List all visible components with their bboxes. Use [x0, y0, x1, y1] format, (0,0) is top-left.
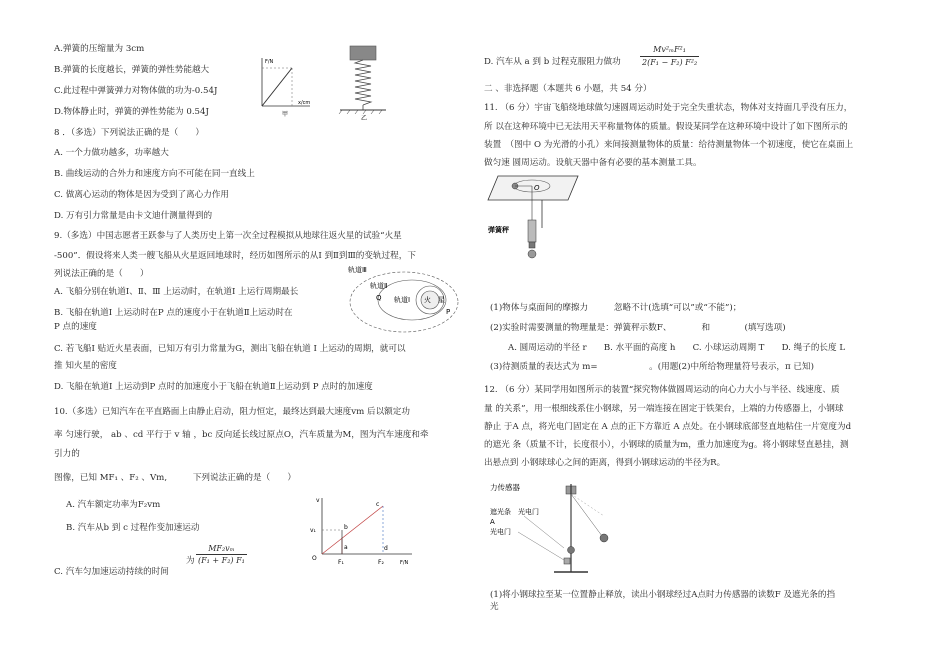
q10-graph-c: c: [376, 501, 380, 508]
q12-fig-a: A: [490, 518, 495, 526]
q11-apparatus-figure: [484, 170, 584, 270]
q10-graph-f1: F₁: [338, 559, 344, 566]
q10-graph-axis: F/N: [400, 560, 409, 566]
q12-fig-gate: 光电门: [518, 508, 539, 516]
q10-graph-vlabel: v: [316, 497, 320, 504]
q12-fig-strip: 遮光条: [490, 508, 511, 516]
q8-option-c: C. 做离心运动的物体是因为受到了离心力作用: [54, 190, 230, 200]
q9-stem-line3: 列说法正确的是（ ）: [54, 269, 149, 279]
q7-spring-figure: [336, 44, 390, 120]
q12-stem-line3: 静止 于A 点，将光电门固定在 A 点的正下方靠近 A 点处。在小钢球底部竖直地粘住一片宽度为d: [484, 422, 852, 432]
q7-option-d: D.物体静止时，弹簧的弹性势能为 0.54J: [54, 107, 209, 117]
q7-option-a: A.弹簧的压缩量为 3cm: [54, 44, 145, 54]
q10-c-fraction: [196, 543, 247, 566]
q9-option-d: D. 飞船在轨道Ⅰ 上运动到P 点时的加速度小于飞船在轨道Ⅱ上运动到 P 点时的加速度: [54, 382, 373, 392]
q10-stem-line1: 10.（多选）已知汽车在平直路面上由静止启动，阻力恒定，最终达到最大速度vm 后以额定功: [54, 407, 410, 417]
q9-option-c-line1: C. 若飞船Ⅰ 贴近火星表面，已知万有引力常量为G，测出飞船在轨道 Ⅰ 上运动的周期，就可以: [54, 344, 406, 354]
q12-stem-line1: 12. （6 分）某同学用如图所示的装置“探究物体做圆周运动的向心力大小与半径、线速度、质: [484, 385, 840, 395]
q9-option-a: A. 飞船分别在轨道Ⅰ、Ⅱ、Ⅲ 上运动时，在轨道Ⅰ 上运行周期最长: [54, 287, 299, 297]
q8-stem: 8 ．（多选）下列说法正确的是（ ）: [54, 128, 204, 138]
q12-stem-line4: 的遮光 条（质量不计，长度很小），小钢球的质量为m，重力加速度为g。将小钢球竖直悬挂，测: [484, 440, 849, 450]
q10-graph-b: b: [344, 524, 348, 531]
q10-stem-line2: 率 匀速行驶， ab 、cd 平行于 v 轴 ，bc 反向延长线过原点O，汽车质量为M，图为汽车速度和牵: [54, 430, 429, 440]
q9-fig-orbit2: 轨道Ⅱ: [370, 282, 388, 290]
q12-fig-sensor: 力传感器: [490, 483, 520, 492]
q11-sub1: (1)物体与桌面间的摩擦力 忽略不计(选填“可以”或“不能”)；: [490, 303, 742, 313]
q11-sub2-options: A. 圆周运动的半径 r B. 水平面的高度 h C. 小球运动周期 T D. 绳子的长度 L: [508, 343, 846, 353]
q12-stem-line2: 量 的关系”，用一根细线系住小钢球，另一端连接在固定于铁架台，上端的力传感器上，小钢球: [484, 404, 844, 414]
q9-option-b-line1: B. 飞船在轨道Ⅰ 上运动时在P 点的速度小于在轨道Ⅱ上运动时在: [54, 308, 293, 318]
q12-sub1-line1: (1)将小钢球拉至某一位置静止释放，读出小钢球经过A点时力传感器的读数F 及遮光条的挡: [490, 590, 836, 600]
q10-option-b: B. 汽车从b 到 c 过程作变加速运动: [66, 523, 200, 533]
q9-orbit-figure: [346, 262, 466, 338]
q10-option-a: A. 汽车额定功率为F₂vm: [66, 500, 161, 510]
q10-c-frac-prefix: 为: [186, 556, 195, 566]
q7-graph-caption: 甲: [282, 111, 289, 118]
q8-option-a: A. 一个力做功越多，功率越大: [54, 148, 169, 158]
q10-c-frac-den: (F₁ + F₂) F₁: [198, 556, 245, 565]
section-2-heading: 二 、非选择题（本题共 6 小题，共 54 分）: [484, 84, 652, 94]
q9-fig-p: P: [446, 308, 451, 316]
q12-stem-line5: 出悬点到 小钢球球心之间的距离，得到小钢球运动的半径为R。: [484, 458, 726, 468]
q9-option-c-line2: 推 知火星的密度: [54, 361, 117, 371]
q10-graph-v1: v₁: [310, 527, 316, 534]
q10-option-d: D. 汽车从 a 到 b 过程克服阻力做功: [484, 57, 621, 67]
q11-stem-line3: 装置 （图中 O 为光滑的小孔）来间接测量物体的质量：给待测量物体一个初速度，使它在桌面上: [484, 140, 854, 150]
q10-d-frac-num: Mv²ₘF²₁: [640, 44, 699, 57]
q9-fig-orbit3: 轨道Ⅲ: [348, 266, 367, 274]
q9-stem-line2: -500”．假设将来人类一艘飞船从火星返回地球时，经历如图所示的从Ⅰ 到Ⅱ到Ⅲ的变轨过程，下: [54, 251, 416, 261]
q8-option-b: B. 曲线运动的合外力和速度方向不可能在同一直线上: [54, 169, 255, 179]
q9-option-b-line2: P 点的速度: [54, 322, 97, 332]
q9-stem-line1: 9.（多选）中国志愿者王跃参与了人类历史上第一次全过程模拟从地球往返火星的试验“火星: [54, 231, 402, 241]
q7-force-graph: [252, 54, 314, 118]
q10-graph-d: d: [384, 545, 388, 552]
q10-c-frac-num: MF₂vₘ: [196, 543, 247, 555]
q9-fig-orbit1: 轨道Ⅰ: [394, 296, 411, 304]
q9-fig-mars: 火 星: [424, 296, 445, 304]
q11-sub2: (2)实验时需要测量的物理量是：弹簧秤示数F、 和 (填写选项): [490, 323, 786, 333]
q10-graph-a: a: [344, 544, 348, 551]
q11-fig-o: O: [534, 184, 540, 192]
q10-stem-line4: 图像，已知 MF₁ 、F₂ 、Vm, 下列说法正确的是（ ）: [54, 473, 296, 483]
q11-fig-label: 弹簧秤: [488, 226, 509, 234]
q7-option-c: C.此过程中弹簧弹力对物体做的功为-0.54J: [54, 86, 218, 96]
q7-spring-caption: 乙: [361, 115, 368, 120]
q7-graph-xlabel: x/cm: [298, 100, 311, 106]
q8-option-d: D. 万有引力常量是由卡文迪什测量得到的: [54, 211, 213, 221]
q7-option-b: B.弹簧的长度越长，弹簧的弹性势能越大: [54, 65, 210, 75]
q10-graph-o: O: [312, 555, 317, 562]
q10-vf-graph: [308, 494, 418, 574]
q10-d-frac-den: 2(F₁ − F₂) F²₂: [642, 58, 698, 67]
q12-fig-gate2: 光电门: [490, 528, 511, 536]
q10-option-c: C. 汽车匀加速运动持续的时间: [54, 567, 169, 577]
q7-graph-ylabel: F/N: [265, 59, 274, 65]
q12-apparatus-figure: [484, 478, 628, 578]
q11-stem-line4: 做匀速 圆周运动。设航天器中备有必要的基本测量工具。: [484, 158, 702, 168]
q11-sub3: (3)待测质量的表达式为 m= 。(用题(2)中所给物理量符号表示，π 已知): [490, 362, 814, 372]
q10-stem-line3: 引力的: [54, 449, 80, 459]
q10-d-fraction: [640, 44, 699, 69]
q11-stem-line2: 所 以在这种环境中已无法用天平称量物体的质量。假设某同学在这种环境中设计了如下图所示的: [484, 122, 848, 132]
q11-stem-line1: 11. （6 分）宇宙飞船绕地球做匀速圆周运动时处于完全失重状态，物体对支持面几乎没有压力，: [484, 103, 853, 113]
q12-sub1-line2: 光: [490, 602, 499, 612]
q10-graph-f2: F₂: [378, 559, 384, 566]
q9-fig-q: Q: [376, 294, 382, 302]
